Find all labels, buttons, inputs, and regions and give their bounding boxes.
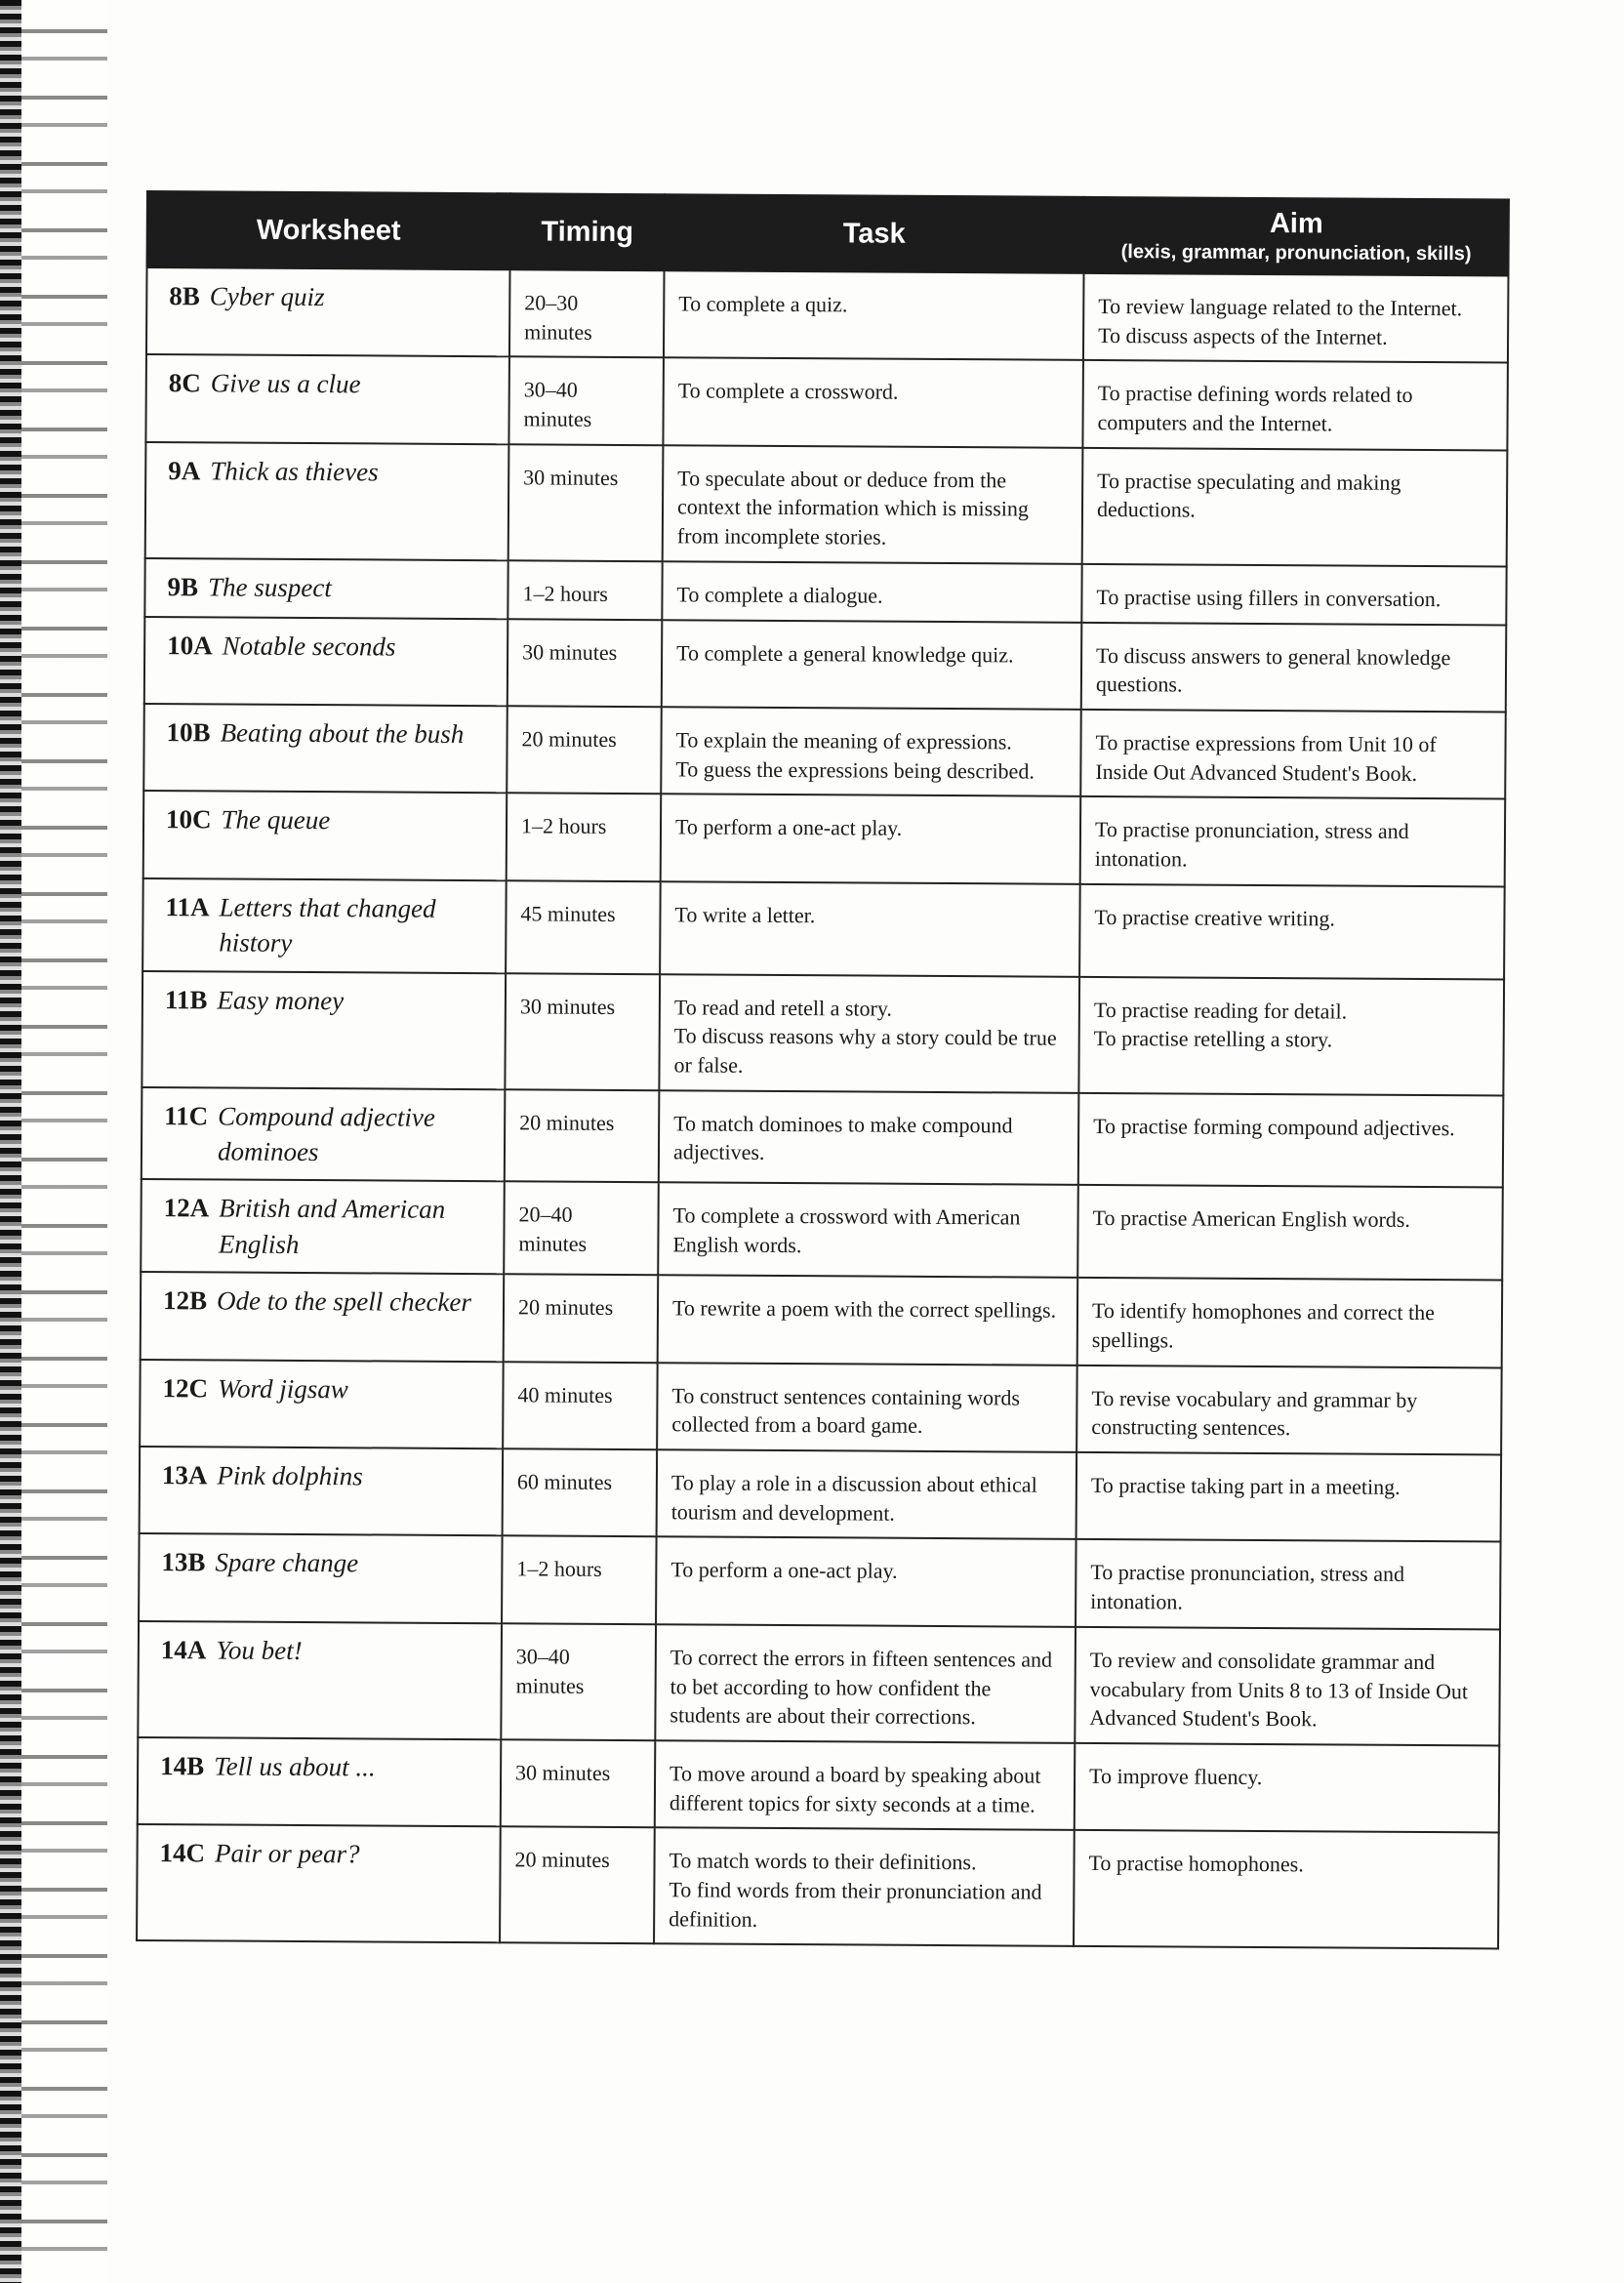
worksheet-code: 11C xyxy=(164,1100,209,1130)
task-line: To read and retell a story. xyxy=(673,994,893,1021)
table-row xyxy=(145,354,1508,450)
worksheet-code: 13A xyxy=(161,1460,208,1490)
worksheet-code: 14B xyxy=(160,1750,205,1781)
timing-cell: 20–30 minutes xyxy=(509,269,665,357)
timing-cell: 30 minutes xyxy=(508,619,663,707)
worksheet-code: 10A xyxy=(167,630,213,660)
timing-cell: 20 minutes xyxy=(500,1826,655,1943)
aim-line: To practise American English words. xyxy=(1092,1205,1410,1233)
aim-cell xyxy=(1083,273,1509,363)
worksheet-code: 11A xyxy=(165,891,210,922)
aim-line: To practise retelling a story. xyxy=(1093,1026,1333,1052)
worksheet-cell xyxy=(144,558,508,619)
task-line: To complete a dialogue. xyxy=(676,582,883,608)
table-row xyxy=(140,1360,1502,1455)
worksheet-title: Cyber quiz xyxy=(209,281,325,312)
aim-line: To practise homophones. xyxy=(1088,1851,1304,1877)
table-row xyxy=(138,1737,1500,1833)
aim-cell xyxy=(1078,1092,1504,1188)
aim-cell xyxy=(1082,448,1508,567)
worksheet-sheet xyxy=(136,190,1508,1950)
timing-cell: 20 minutes xyxy=(504,1275,659,1363)
worksheet-title: Notable seconds xyxy=(222,630,396,662)
worksheet-cell xyxy=(141,1272,505,1362)
worksheet-title: You bet! xyxy=(216,1635,303,1665)
aim-line: To discuss answers to general knowledge questions. xyxy=(1095,642,1451,697)
timing-cell: 1–2 hours xyxy=(507,794,662,881)
task-line: To write a letter. xyxy=(674,901,816,927)
task-cell xyxy=(657,1449,1077,1539)
table-row xyxy=(144,616,1507,712)
aim-cell xyxy=(1074,1830,1499,1949)
aim-line: To practise reading for detail. xyxy=(1093,997,1348,1024)
aim-cell xyxy=(1076,1539,1501,1629)
worksheet-code: 12A xyxy=(163,1193,210,1223)
task-cell xyxy=(655,1624,1076,1743)
aim-line: To practise creative writing. xyxy=(1094,904,1336,931)
task-line: To speculate about or deduce from the context the information which is missing from incomplete stories. xyxy=(676,466,1030,550)
table-row xyxy=(146,267,1509,363)
task-cell xyxy=(658,1183,1078,1279)
header-aim-subtitle: (lexis, grammar, pronunciation, skills) xyxy=(1120,241,1472,265)
task-line: To play a role in a discussion about ethical tourism and development. xyxy=(670,1470,1037,1526)
worksheet-title: Tell us about ... xyxy=(214,1751,376,1782)
worksheet-cell xyxy=(146,267,510,357)
worksheet-title: The suspect xyxy=(207,572,332,602)
worksheet-cell xyxy=(141,1179,505,1274)
worksheet-code: 14C xyxy=(159,1838,206,1868)
worksheet-title: Pink dolphins xyxy=(217,1460,363,1491)
timing-cell: 30–40 minutes xyxy=(508,357,664,445)
aim-cell xyxy=(1075,1743,1500,1833)
aim-line: To practise taking part in a meeting. xyxy=(1090,1473,1401,1499)
aim-cell xyxy=(1075,1627,1500,1746)
task-line: To construct sentences containing words collected from a board game. xyxy=(671,1383,1021,1439)
task-line: To match dominoes to make compound adjectives. xyxy=(672,1110,1013,1165)
table-row xyxy=(142,878,1505,979)
worksheet-title: Pair or pear? xyxy=(215,1838,360,1869)
task-line: To discuss reasons why a story could be true or false. xyxy=(673,1023,1057,1078)
task-line: To guess the expressions being described. xyxy=(675,755,1035,784)
timing-cell: 20–40 minutes xyxy=(504,1182,659,1276)
aim-cell xyxy=(1081,622,1507,712)
worksheet-code: 9B xyxy=(167,571,199,602)
table-row xyxy=(141,1272,1503,1367)
worksheet-title: Word jigsaw xyxy=(217,1373,348,1404)
header-timing: Timing xyxy=(510,193,665,270)
task-cell xyxy=(655,1740,1076,1830)
worksheet-cell xyxy=(145,442,509,560)
task-line: To correct the errors in fifteen sentences and to bet according to how confident the students are about their corrections. xyxy=(670,1645,1053,1730)
worksheet-code: 10C xyxy=(165,804,212,835)
task-line: To move around a board by speaking about different topics for sixty seconds at a time. xyxy=(669,1761,1041,1817)
worksheet-title: Thick as thieves xyxy=(210,456,379,487)
worksheet-code: 12C xyxy=(162,1372,209,1404)
worksheet-cell xyxy=(142,878,507,973)
aim-cell xyxy=(1080,796,1506,886)
table-row xyxy=(142,1087,1504,1188)
worksheet-title: Letters that changed history xyxy=(219,892,436,958)
task-line: To explain the meaning of expressions. xyxy=(675,727,1012,754)
task-line: To find words from their pronunciation and definition. xyxy=(669,1877,1042,1932)
task-cell xyxy=(659,974,1079,1093)
timing-cell: 30 minutes xyxy=(501,1739,656,1827)
aim-line: To review language related to the Internet. xyxy=(1098,293,1463,321)
worksheet-cell xyxy=(144,616,508,706)
worksheet-cell xyxy=(143,791,508,880)
aim-cell xyxy=(1080,710,1506,799)
worksheet-title: British and American English xyxy=(218,1193,446,1259)
worksheet-cell xyxy=(145,354,509,444)
aim-cell xyxy=(1077,1278,1503,1367)
task-cell xyxy=(658,1276,1078,1366)
aim-line: To practise forming compound adjectives. xyxy=(1093,1113,1455,1140)
aim-cell xyxy=(1076,1366,1502,1455)
aim-line: To practise defining words related to computers and the Internet. xyxy=(1097,381,1413,436)
task-line: To complete a crossword with American English words. xyxy=(672,1203,1021,1258)
task-line: To match words to their definitions. xyxy=(669,1848,977,1875)
task-cell xyxy=(661,707,1081,796)
aim-line: To identify homophones and correct the spellings. xyxy=(1091,1298,1436,1353)
worksheet-title: Ode to the spell checker xyxy=(216,1285,472,1318)
worksheet-title: Beating about the bush xyxy=(220,717,465,749)
worksheet-code: 9A xyxy=(168,455,201,486)
task-line: To perform a one-act play. xyxy=(670,1557,898,1584)
task-cell xyxy=(656,1537,1076,1627)
worksheet-cell xyxy=(138,1621,502,1739)
header-task: Task xyxy=(665,194,1084,273)
worksheet-code: 12B xyxy=(162,1285,208,1316)
binding-edge xyxy=(0,0,21,2283)
aim-cell xyxy=(1079,883,1505,979)
table-header-row xyxy=(147,191,1509,276)
task-cell xyxy=(661,794,1081,883)
worksheet-title: Compound adjective dominoes xyxy=(217,1101,436,1167)
table-row xyxy=(138,1621,1500,1746)
aim-cell xyxy=(1077,1185,1503,1281)
table-row xyxy=(143,791,1506,886)
aim-line: To revise vocabulary and grammar by constructing sentences. xyxy=(1091,1385,1418,1441)
aim-line: To practise pronunciation, stress and intonation. xyxy=(1094,817,1409,872)
table-row xyxy=(145,442,1508,567)
table-row xyxy=(139,1533,1501,1629)
aim-line: To discuss aspects of the Internet. xyxy=(1098,322,1388,349)
worksheet-cell xyxy=(139,1533,503,1623)
worksheet-cell xyxy=(140,1447,504,1536)
worksheet-code: 11B xyxy=(164,984,208,1014)
task-cell xyxy=(663,445,1083,564)
aim-line: To practise speculating and making deductions. xyxy=(1096,468,1401,523)
table-row xyxy=(143,704,1506,799)
task-line: To complete a crossword. xyxy=(677,378,899,405)
worksheet-title: Easy money xyxy=(217,984,345,1015)
timing-cell: 40 minutes xyxy=(503,1362,658,1449)
aim-cell xyxy=(1076,1452,1502,1542)
worksheet-code: 8C xyxy=(168,368,201,398)
aim-line: To improve fluency. xyxy=(1089,1763,1263,1789)
worksheet-title: Spare change xyxy=(215,1547,359,1578)
timing-cell: 30 minutes xyxy=(505,973,660,1090)
worksheet-title: Give us a clue xyxy=(210,368,361,399)
timing-cell: 30–40 minutes xyxy=(501,1623,656,1740)
worksheet-cell xyxy=(143,704,508,794)
header-worksheet: Worksheet xyxy=(147,191,510,269)
worksheet-code: 8B xyxy=(169,281,200,311)
worksheet-code: 10B xyxy=(166,717,211,748)
table-row xyxy=(137,1824,1499,1949)
task-line: To rewrite a poem with the correct spellings. xyxy=(671,1295,1057,1324)
worksheet-cell xyxy=(142,970,506,1088)
table-row xyxy=(144,558,1506,625)
task-cell xyxy=(659,1090,1079,1185)
worksheet-table xyxy=(136,190,1510,1950)
task-cell xyxy=(657,1363,1077,1452)
task-line: To complete a quiz. xyxy=(678,291,848,317)
timing-cell: 45 minutes xyxy=(506,880,661,974)
header-aim xyxy=(1083,197,1508,276)
table-row xyxy=(141,1179,1503,1280)
aim-cell xyxy=(1082,360,1508,450)
worksheet-cell xyxy=(142,1087,506,1182)
task-cell xyxy=(662,620,1082,710)
aim-cell xyxy=(1081,564,1506,625)
header-aim-label: Aim xyxy=(1269,208,1323,240)
task-cell xyxy=(660,881,1080,976)
timing-cell: 60 minutes xyxy=(503,1448,658,1536)
worksheet-cell xyxy=(138,1737,502,1827)
worksheet-title: The queue xyxy=(221,804,331,836)
worksheet-cell xyxy=(140,1360,504,1449)
table-row xyxy=(142,970,1504,1095)
aim-line: To practise expressions from Unit 10 of Inside Out Advanced Student's Book. xyxy=(1095,729,1437,786)
aim-line: To review and consolidate grammar and vocabulary from Units 8 to 13 of Inside Out Advanced Student's Book. xyxy=(1089,1647,1469,1732)
timing-cell: 1–2 hours xyxy=(502,1536,657,1624)
timing-cell: 1–2 hours xyxy=(508,560,662,620)
task-cell xyxy=(662,561,1081,622)
task-line: To perform a one-act play. xyxy=(674,814,903,840)
aim-cell xyxy=(1078,976,1504,1095)
table-row xyxy=(140,1447,1502,1542)
task-line: To complete a general knowledge quiz. xyxy=(676,639,1014,667)
aim-line: To practise pronunciation, stress and intonation. xyxy=(1090,1560,1405,1614)
task-cell xyxy=(654,1827,1075,1946)
timing-cell: 20 minutes xyxy=(505,1089,660,1183)
task-cell xyxy=(663,358,1083,448)
worksheet-code: 13B xyxy=(161,1547,206,1577)
timing-cell: 30 minutes xyxy=(508,444,664,561)
aim-line: To practise using fillers in conversation. xyxy=(1096,584,1441,611)
timing-cell: 20 minutes xyxy=(507,706,662,794)
worksheet-cell xyxy=(137,1824,501,1942)
worksheet-code: 14A xyxy=(160,1634,207,1665)
task-cell xyxy=(664,270,1084,360)
